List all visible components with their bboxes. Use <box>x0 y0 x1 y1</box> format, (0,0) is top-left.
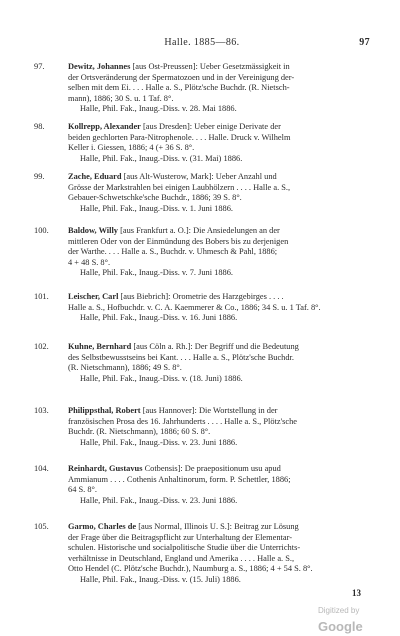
line-text: mittleren Oder von der Einmündung des Bobers bis zu derjenigen <box>68 236 289 246</box>
line-text: Halle, Phil. Fak., Inaug.-Diss. v. 16. Juni 1886. <box>80 313 238 322</box>
entry-line <box>68 133 370 144</box>
entry-text <box>68 342 370 384</box>
author-name: Zache, Eduard <box>68 172 122 181</box>
entry-text <box>68 122 370 164</box>
line-text: Buchdr. (R. Nietschmann), 1886; 60 S. 8°. <box>68 427 211 436</box>
line-text: Cotbensis]: De praepositionum usu apud <box>142 464 281 473</box>
dissertation-entry <box>34 464 370 506</box>
line-text: 4 + 48 S. 8°. <box>68 257 111 267</box>
entry-line <box>68 313 370 324</box>
author-name: Leischer, Carl <box>68 292 119 301</box>
entry-text <box>68 226 370 279</box>
entry-line <box>68 226 370 237</box>
entry-line <box>68 533 370 544</box>
line-text: [aus Frankfurt a. O.]: Die Ansiedelungen an der <box>117 226 280 235</box>
entry-line <box>68 464 370 475</box>
entry-line <box>68 258 370 269</box>
entry-line <box>68 143 370 154</box>
author-name: Dewitz, Johannes <box>68 62 131 71</box>
line-text: [aus Cöln a. Rh.]: Der Begriff und die Bedeutung <box>131 342 299 351</box>
entry-number: 99. <box>34 172 45 181</box>
watermark-prefix: Digitized by <box>318 606 360 615</box>
page-number: 97 <box>359 37 370 48</box>
line-text: beiden gechlorten Para-Nitrophenole. . . . Halle. Druck v. Wilhelm <box>68 132 291 142</box>
entry-line <box>68 303 370 314</box>
dissertation-entry <box>34 122 370 164</box>
line-text: Keller i. Giessen, 1886; 4 (+ 36 S. 8°. <box>68 143 195 152</box>
entry-line <box>68 268 370 279</box>
entry-text <box>68 292 370 324</box>
author-name: Garmo, Charles de <box>68 522 137 531</box>
entry-line <box>68 237 370 248</box>
entry-text <box>68 62 370 115</box>
entry-line <box>68 172 370 183</box>
entry-line <box>68 122 370 133</box>
entry-line <box>68 183 370 194</box>
line-text: Halle, Phil. Fak., Inaug.-Diss. v. 7. Juni 1886. <box>80 268 233 277</box>
entry-line <box>68 554 370 565</box>
entry-line <box>68 342 370 353</box>
entry-line <box>68 154 370 165</box>
line-text: Halle, Phil. Fak., Inaug.-Diss. v. (15. Juli) 1886. <box>80 574 241 584</box>
dissertation-entry <box>34 406 370 448</box>
printer-signature: 13 <box>352 588 361 598</box>
line-text: des Selbstbewusstseins bei Kant. . . . Halle a. S., Plötz'sche Buchdr. <box>68 352 294 362</box>
line-text: mann), 1886; 30 S. u. 1 Taf. 8°. <box>68 93 174 103</box>
entry-line <box>68 475 370 486</box>
line-text: [aus Dresden]: Ueber einige Derivate der <box>140 122 281 131</box>
author-name: Kuhne, Bernhard <box>68 342 132 351</box>
watermark-logo: Google <box>318 619 363 634</box>
line-text: (R. Nietschmann), 1886; 49 S. 8°. <box>68 363 182 372</box>
entry-text <box>68 464 370 506</box>
entry-text <box>68 172 370 214</box>
entry-number: 103. <box>34 406 49 415</box>
line-text: Halle, Phil. Fak., Inaug.-Diss. v. 28. Mai 1886. <box>80 104 237 113</box>
line-text: der Ortsveränderung der Spermatozoen und in der Vereinigung der- <box>68 72 295 82</box>
line-text: [aus Hannover]: Die Wortstellung in der <box>140 406 278 415</box>
line-text: französischen Prosa des 16. Jahrhunderts . . . . Halle a. S., Plötz'sche <box>68 416 297 426</box>
entry-number: 101. <box>34 292 49 301</box>
entry-line <box>68 575 370 586</box>
line-text: Gebauer-Schwetschke'sche Buchdr., 1886; 39 S. 8°. <box>68 193 242 202</box>
line-text: [aus Ost-Preussen]: Ueber Gesetzmässigkeit in <box>130 62 290 71</box>
entry-number: 98. <box>34 122 45 131</box>
dissertation-entry <box>34 226 370 279</box>
entry-line <box>68 406 370 417</box>
line-text: Halle, Phil. Fak., Inaug.-Diss. v. 1. Juni 1886. <box>80 203 233 213</box>
entry-line <box>68 94 370 105</box>
entry-line <box>68 438 370 449</box>
entry-line <box>68 193 370 204</box>
entry-line <box>68 485 370 496</box>
entry-line <box>68 417 370 428</box>
dissertation-entry <box>34 172 370 214</box>
line-text: Halle, Phil. Fak., Inaug.-Diss. v. (18. Juni) 1886. <box>80 373 243 383</box>
entry-line <box>68 496 370 507</box>
dissertation-entry <box>34 292 370 324</box>
line-text: selben mit dem Ei. . . . Halle a. S., Plötz'sche Buchdr. (R. Nietsch- <box>68 83 290 92</box>
dissertation-entry <box>34 522 370 585</box>
entry-number: 102. <box>34 342 49 351</box>
entry-line <box>68 204 370 215</box>
line-text: Halle, Phil. Fak., Inaug.-Diss. v. (31. Mai) 1886. <box>80 153 243 163</box>
line-text: schulen. Historische und socialpolitische Studie über die Unterrichts- <box>68 543 301 552</box>
dissertation-entry <box>34 342 370 384</box>
entry-line <box>68 353 370 364</box>
author-name: Baldow, Willy <box>68 226 118 235</box>
entry-line <box>68 292 370 303</box>
line-text: der Frage über die Beitragspflicht zur Unterhaltung der Elementar- <box>68 532 293 542</box>
author-name: Kollrepp, Alexander <box>68 122 141 131</box>
line-text: verhältnisse in Deutschland, England und Amerika . . . . Halle a. S., <box>68 553 295 563</box>
line-text: [aus Alt-Wusterow, Mark]: Ueber Anzahl und <box>121 172 277 181</box>
line-text: Otto Hendel (C. Plötz'sche Buchdr.), Naumburg a. S., 1886; 4 + 54 S. 8°. <box>68 564 313 573</box>
author-name: Reinhardt, Gustavus <box>68 464 143 473</box>
line-text: [aus Biebrich]: Orometrie des Harzgebirges . . . . <box>118 292 284 301</box>
entry-number: 100. <box>34 226 49 235</box>
entry-line <box>68 564 370 575</box>
running-title: Halle. 1885—86. <box>164 37 240 48</box>
entry-line <box>68 104 370 115</box>
line-text: [aus Normal, Illinois U. S.]: Beitrag zur Lösung <box>136 522 299 531</box>
entry-line <box>68 543 370 554</box>
line-text: Grösse der Markstrahlen bei einigen Laubhölzern . . . . Halle a. S., <box>68 182 291 192</box>
entry-text <box>68 522 370 585</box>
entry-line <box>68 522 370 533</box>
line-text: Halle, Phil. Fak., Inaug.-Diss. v. 23. Juni 1886. <box>80 495 238 505</box>
digitized-watermark <box>318 600 400 636</box>
entry-line <box>68 247 370 258</box>
line-text: Halle a. S., Hofbuchdr. v. C. A. Kaemmerer & Co., 1886; 34 S. u. 1 Taf. 8°. <box>68 302 321 312</box>
line-text: 64 S. 8°. <box>68 485 97 494</box>
line-text: Ammianum . . . . Cothenis Anhaltinorum, form. P. Schettler, 1886; <box>68 474 291 484</box>
entry-line <box>68 62 370 73</box>
page-header <box>34 37 370 49</box>
entry-number: 105. <box>34 522 49 531</box>
dissertation-entry <box>34 62 370 115</box>
entry-line <box>68 73 370 84</box>
line-text: der Warthe. . . . Halle a. S., Buchdr. v. Uhmesch & Pahl, 1886; <box>68 247 278 256</box>
entry-line <box>68 427 370 438</box>
entry-line <box>68 83 370 94</box>
entry-text <box>68 406 370 448</box>
author-name: Philippsthal, Robert <box>68 406 141 415</box>
entry-number: 97. <box>34 62 45 71</box>
entry-line <box>68 363 370 374</box>
entry-number: 104. <box>34 464 49 473</box>
entry-line <box>68 374 370 385</box>
line-text: Halle, Phil. Fak., Inaug.-Diss. v. 23. Juni 1886. <box>80 437 238 447</box>
